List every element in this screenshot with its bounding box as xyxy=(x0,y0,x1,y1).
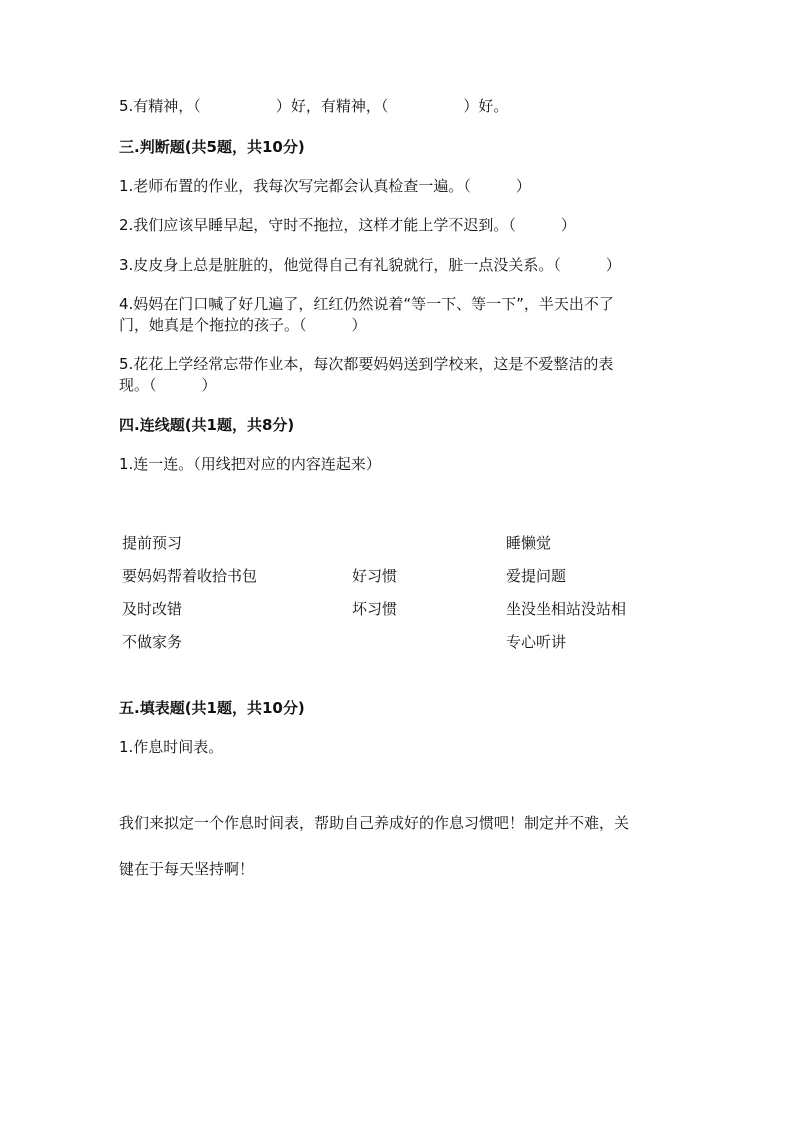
question-2-5: 5.有精神，（ ）好，有精神，（ ）好。 xyxy=(119,97,509,115)
matching-right-item: 睡懒觉 xyxy=(506,534,552,552)
matching-left-item: 及时改错 xyxy=(122,600,183,618)
question-3-5-line-2: 现。（ ） xyxy=(119,376,217,394)
question-3-5-line-1: 5.花花上学经常忘带作业本，每次都要妈妈送到学校来，这是不爱整洁的表 xyxy=(119,355,614,373)
section-5-intro-line-1: 我们来拟定一个作息时间表，帮助自己养成好的作息习惯吧！制定并不难，关 xyxy=(119,814,630,832)
section-3-heading: 三.判断题(共5题，共10分) xyxy=(119,138,305,156)
question-4-1: 1.连一连。（用线把对应的内容连起来） xyxy=(119,455,381,473)
matching-right-item: 爱提问题 xyxy=(506,567,567,585)
matching-left-item: 提前预习 xyxy=(122,534,183,552)
section-5-intro-line-2: 键在于每天坚持啊！ xyxy=(119,860,255,878)
question-3-2: 2.我们应该早睡早起，守时不拖拉，这样才能上学不迟到。（ ） xyxy=(119,216,576,234)
section-4-heading: 四.连线题(共1题，共8分) xyxy=(119,416,295,434)
question-5-1: 1.作息时间表。 xyxy=(119,738,224,756)
matching-middle-item: 好习惯 xyxy=(352,567,398,585)
question-3-4-line-2: 门，她真是个拖拉的孩子。（ ） xyxy=(119,316,367,334)
matching-middle-item: 坏习惯 xyxy=(352,600,398,618)
question-3-1: 1.老师布置的作业，我每次写完都会认真检查一遍。（ ） xyxy=(119,177,531,195)
matching-right-item: 坐没坐相站没站相 xyxy=(506,600,627,618)
matching-left-item: 不做家务 xyxy=(122,633,183,651)
matching-left-item: 要妈妈帮着收拾书包 xyxy=(122,567,258,585)
section-5-heading: 五.填表题(共1题，共10分) xyxy=(119,699,305,717)
matching-right-item: 专心听讲 xyxy=(506,633,567,651)
question-3-4-line-1: 4.妈妈在门口喊了好几遍了，红红仍然说着“等一下、等一下”，半天出不了 xyxy=(119,295,614,313)
question-3-3: 3.皮皮身上总是脏脏的，他觉得自己有礼貌就行，脏一点没关系。（ ） xyxy=(119,256,621,274)
